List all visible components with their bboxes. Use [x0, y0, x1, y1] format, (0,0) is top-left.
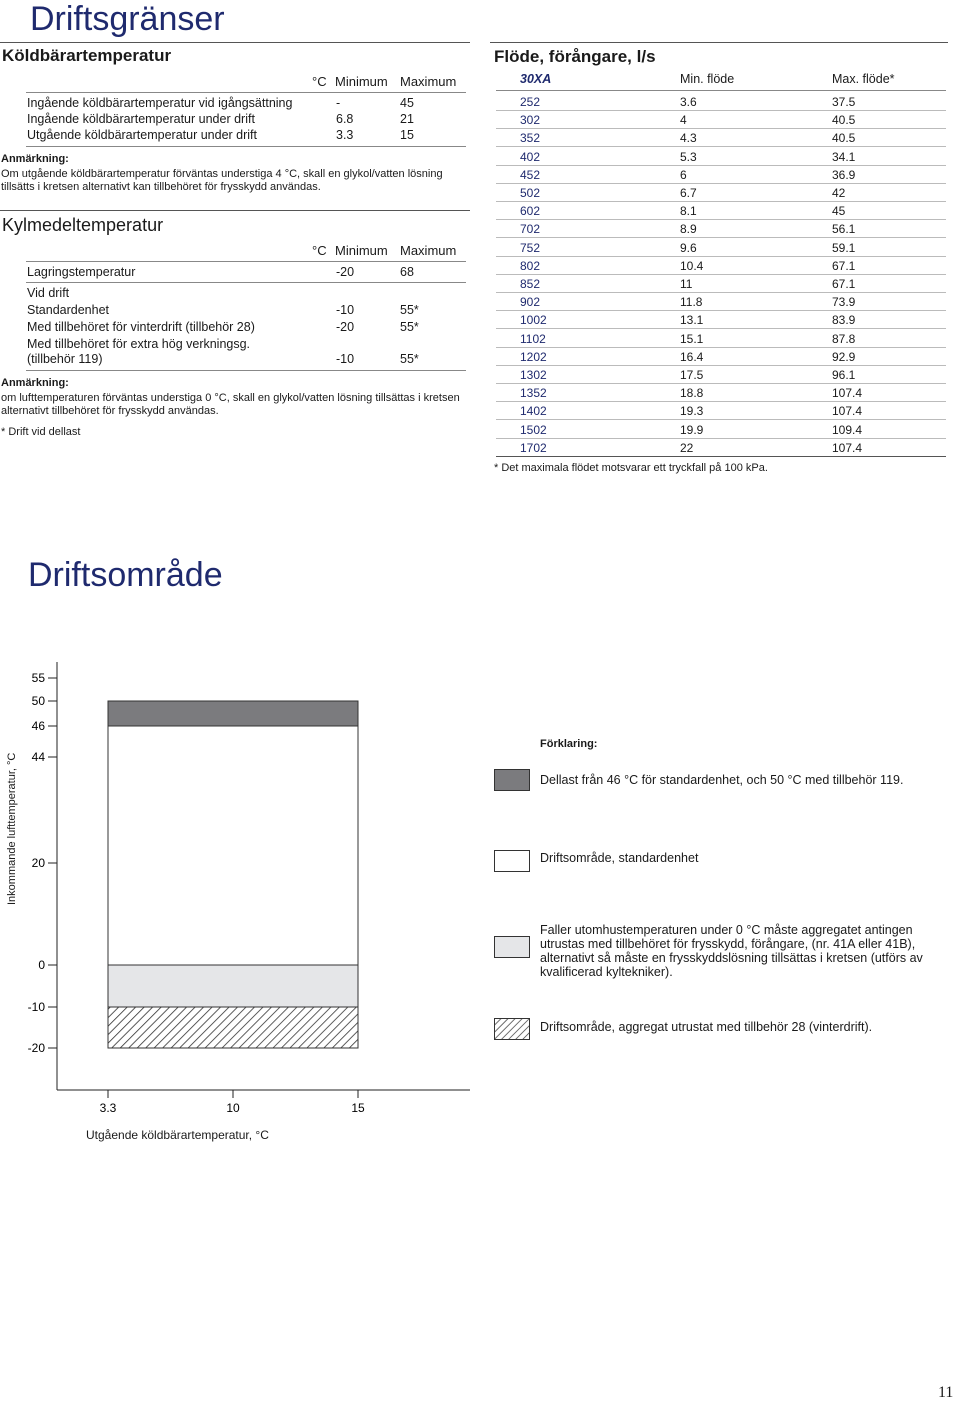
flow-table-row — [496, 257, 946, 275]
section-heading-driftsomrade: Driftsområde — [28, 556, 223, 594]
divider — [26, 282, 466, 283]
flow-table-row — [496, 148, 946, 166]
region-frysskydd — [108, 965, 358, 1007]
extra-label-1: Med tillbehöret för extra hög verkningsg. — [27, 337, 251, 351]
flow-header-row — [496, 70, 946, 91]
divider — [0, 210, 470, 211]
flow-max-cell: 34.1 — [832, 149, 856, 164]
divider — [26, 92, 466, 93]
operating-range-chart — [0, 650, 480, 1120]
note-text: om lufttemperaturen förväntas understiga 0 °C, skall en glykol/vatten lösning tillsättas i kretsen alternativt tillbehöret för frysskydd användas. — [1, 392, 460, 417]
flow-model-cell: 702 — [520, 222, 541, 237]
flow-table-row — [496, 439, 946, 457]
flow-max-cell: 107.4 — [832, 404, 863, 419]
op-label: Vid drift — [27, 286, 70, 300]
table-row-label: Ingående köldbärartemperatur vid igångsättning — [27, 96, 293, 110]
flow-min-cell: 15.1 — [680, 331, 704, 346]
flow-table-row — [496, 184, 946, 202]
storage-max: 68 — [400, 265, 414, 279]
extra-label-2: (tillbehör 119) — [27, 352, 103, 366]
flow-min-cell: 16.4 — [680, 349, 704, 364]
y-tick-label: 44 — [31, 750, 45, 764]
region-vinterdrift — [108, 1007, 358, 1048]
flow-max-cell: 109.4 — [832, 422, 863, 437]
x-tick-label: 10 — [226, 1101, 240, 1115]
col-header-min: Minimum — [335, 243, 388, 258]
table-row-max: 55* — [400, 320, 419, 334]
table-row-min: 3.3 — [336, 128, 354, 142]
col-header-c: °C — [312, 74, 327, 89]
row-divider — [496, 456, 946, 457]
flow-table-row — [496, 166, 946, 184]
flow-max-cell: 96.1 — [832, 368, 856, 382]
flow-min-cell: 19.9 — [680, 422, 704, 437]
legend-swatch-standard — [494, 850, 530, 872]
flow-min-cell: 5.3 — [680, 149, 697, 164]
flow-table-row — [496, 129, 946, 147]
divider — [26, 370, 466, 371]
flow-model-cell: 352 — [520, 131, 541, 146]
flow-table-row — [496, 202, 946, 220]
col-header-min: Minimum — [335, 74, 388, 89]
storage-label: Lagringstemperatur — [27, 265, 136, 279]
flow-max-cell: 45 — [832, 204, 846, 219]
flow-max-cell: 40.5 — [832, 113, 856, 128]
y-tick-label: 0 — [38, 958, 45, 972]
page-title: Driftsgränser — [30, 0, 225, 38]
x-tick-label: 15 — [351, 1101, 365, 1115]
flow-min-cell: 19.3 — [680, 404, 704, 419]
page-number: 11 — [938, 1384, 954, 1401]
flow-model-cell: 252 — [520, 95, 541, 109]
flow-model-cell: 802 — [520, 258, 541, 273]
flow-min-cell: 10.4 — [680, 258, 704, 273]
table-row-max: 45 — [400, 96, 414, 110]
divider — [26, 146, 466, 147]
flow-max-cell: 92.9 — [832, 349, 856, 364]
flow-model-cell: 1302 — [520, 368, 547, 382]
legend-text: Dellast från 46 °C för standardenhet, och 50 °C med tillbehör 119. — [540, 773, 904, 787]
flow-footnote: * Det maximala flödet motsvarar ett tryckfall på 100 kPa. — [494, 462, 768, 474]
flow-max-cell: 107.4 — [832, 386, 863, 401]
col-header-max: Maximum — [400, 74, 457, 89]
flow-min-cell: 8.1 — [680, 204, 697, 219]
flow-model-cell: 302 — [520, 113, 541, 128]
flow-model-cell: 1202 — [520, 349, 547, 364]
table-row-max: 21 — [400, 112, 414, 126]
table-row-min: -20 — [336, 320, 355, 334]
table-row-min: 6.8 — [336, 112, 354, 126]
legend-text: Driftsområde, standardenhet — [540, 851, 699, 865]
region-dellast — [108, 701, 358, 726]
flow-table-row — [496, 421, 946, 439]
flow-max-cell: 83.9 — [832, 313, 856, 328]
flow-min-cell: 17.5 — [680, 368, 704, 382]
table-row-label: Utgående köldbärartemperatur under drift — [27, 128, 257, 142]
flow-model-cell: 1352 — [520, 386, 547, 401]
flow-model-cell: 1002 — [520, 313, 547, 328]
legend-text: Driftsområde, aggregat utrustat med tillbehör 28 (vinterdrift). — [540, 1020, 873, 1034]
flow-table-row — [496, 239, 946, 257]
y-tick-label: -10 — [27, 1000, 45, 1014]
flow-min-cell: 13.1 — [680, 313, 704, 328]
table-row-max: 15 — [400, 128, 414, 142]
table-row-min: -10 — [336, 303, 355, 317]
note-text: Om utgående köldbärartemperatur förväntas understiga 4 °C, skall en glykol/vatten lösning tillsätts i kretsen alternativt kan tillbehöret för frysskydd användas. — [1, 168, 443, 193]
flow-model-cell: 602 — [520, 204, 541, 219]
flow-model-cell: 852 — [520, 277, 541, 291]
y-tick-label: 46 — [31, 719, 45, 733]
flow-max-cell: 42 — [832, 186, 846, 200]
x-tick-label: 3.3 — [99, 1101, 117, 1115]
legend-title: Förklaring: — [540, 738, 598, 750]
region-standard — [108, 726, 358, 965]
table-row-label: Med tillbehöret för vinterdrift (tillbehör 28) — [27, 320, 255, 334]
y-tick-label: 50 — [31, 694, 45, 708]
flow-min-cell: 9.6 — [680, 240, 697, 255]
flow-min-cell: 18.8 — [680, 386, 704, 401]
extra-min: -10 — [336, 352, 355, 366]
flow-model-cell: 1102 — [520, 331, 546, 346]
x-axis-label: Utgående köldbärartemperatur, °C — [86, 1128, 269, 1142]
flow-model-cell: 902 — [520, 295, 541, 310]
flow-model-cell: 1402 — [520, 404, 547, 419]
flow-table-row — [496, 220, 946, 238]
flow-min-cell: 6.7 — [680, 186, 697, 200]
flow-min-cell: 8.9 — [680, 222, 697, 237]
y-axis-label: Inkommande lufttemperatur, °C — [6, 752, 18, 905]
flow-max-cell: 40.5 — [832, 131, 856, 146]
table-row-label: Standardenhet — [27, 303, 110, 317]
legend-swatch-dellast — [494, 769, 530, 791]
flow-min-cell: 4.3 — [680, 131, 697, 146]
flow-table-row — [496, 93, 946, 111]
flow-table-row — [496, 111, 946, 129]
flow-min-cell: 11.8 — [680, 295, 703, 310]
flow-model-cell: 1502 — [520, 422, 547, 437]
col-header-max: Maximum — [400, 243, 457, 258]
y-tick-label: -20 — [27, 1041, 45, 1055]
flow-table-row — [496, 311, 946, 329]
legend-text: Faller utomhustemperaturen under 0 °C måste aggregatet antingen utrustas med tillbehöret för frysskydd, förångare, (nr. 41A eller 41B), alternativt så måste en frysskyddslösning tillsättas i kretsen (utförs av kvalificerad kyltekniker). — [540, 923, 923, 979]
flow-header-max: Max. flöde* — [832, 72, 895, 86]
flow-table-row — [496, 384, 946, 402]
flow-min-cell: 11 — [680, 277, 693, 291]
flow-model-cell: 452 — [520, 167, 541, 182]
flow-table-row — [496, 366, 946, 384]
flow-max-cell: 107.4 — [832, 440, 863, 455]
legend-swatch-frysskydd — [494, 936, 530, 958]
divider — [26, 261, 466, 262]
flow-max-cell: 67.1 — [832, 258, 856, 273]
flow-header-model: 30XA — [520, 72, 552, 86]
flow-min-cell: 6 — [680, 167, 687, 182]
flow-max-cell: 37.5 — [832, 95, 856, 109]
flow-min-cell: 4 — [680, 113, 687, 128]
legend-swatch-vinterdrift — [494, 1018, 530, 1040]
flow-min-cell: 22 — [680, 440, 694, 455]
flow-max-cell: 67.1 — [832, 277, 856, 291]
flow-model-cell: 502 — [520, 186, 541, 200]
flow-max-cell: 36.9 — [832, 167, 856, 182]
flow-table-row — [496, 330, 946, 348]
flow-max-cell: 56.1 — [832, 222, 856, 237]
storage-min: -20 — [336, 265, 355, 279]
divider — [490, 42, 948, 43]
col-header-c: °C — [312, 243, 327, 258]
section-heading-koldbarar: Köldbärartemperatur — [2, 46, 172, 65]
section-heading-kylmedel: Kylmedeltemperatur — [2, 215, 164, 235]
flow-max-cell: 73.9 — [832, 295, 856, 310]
note-heading: Anmärkning: — [1, 153, 69, 165]
flow-max-cell: 59.1 — [832, 240, 856, 255]
flow-table-row — [496, 293, 946, 311]
flow-model-cell: 402 — [520, 149, 541, 164]
flow-header-min: Min. flöde — [680, 72, 735, 86]
table-row-label: Ingående köldbärartemperatur under drift — [27, 112, 255, 126]
note-heading: Anmärkning: — [1, 377, 69, 389]
footnote: * Drift vid dellast — [1, 426, 81, 438]
flow-max-cell: 87.8 — [832, 331, 856, 346]
flow-table-row — [496, 402, 946, 420]
table-row-min: - — [336, 96, 341, 110]
flow-table-row — [496, 275, 946, 293]
table-row-max: 55* — [400, 303, 419, 317]
section-heading-flow: Flöde, förångare, l/s — [494, 47, 656, 66]
flow-model-cell: 752 — [520, 240, 541, 255]
divider — [0, 42, 470, 43]
y-tick-label: 55 — [31, 671, 45, 685]
y-tick-label: 20 — [31, 856, 45, 870]
flow-min-cell: 3.6 — [680, 95, 697, 109]
flow-table-row — [496, 348, 946, 366]
extra-max: 55* — [400, 352, 419, 366]
flow-model-cell: 1702 — [520, 440, 547, 455]
